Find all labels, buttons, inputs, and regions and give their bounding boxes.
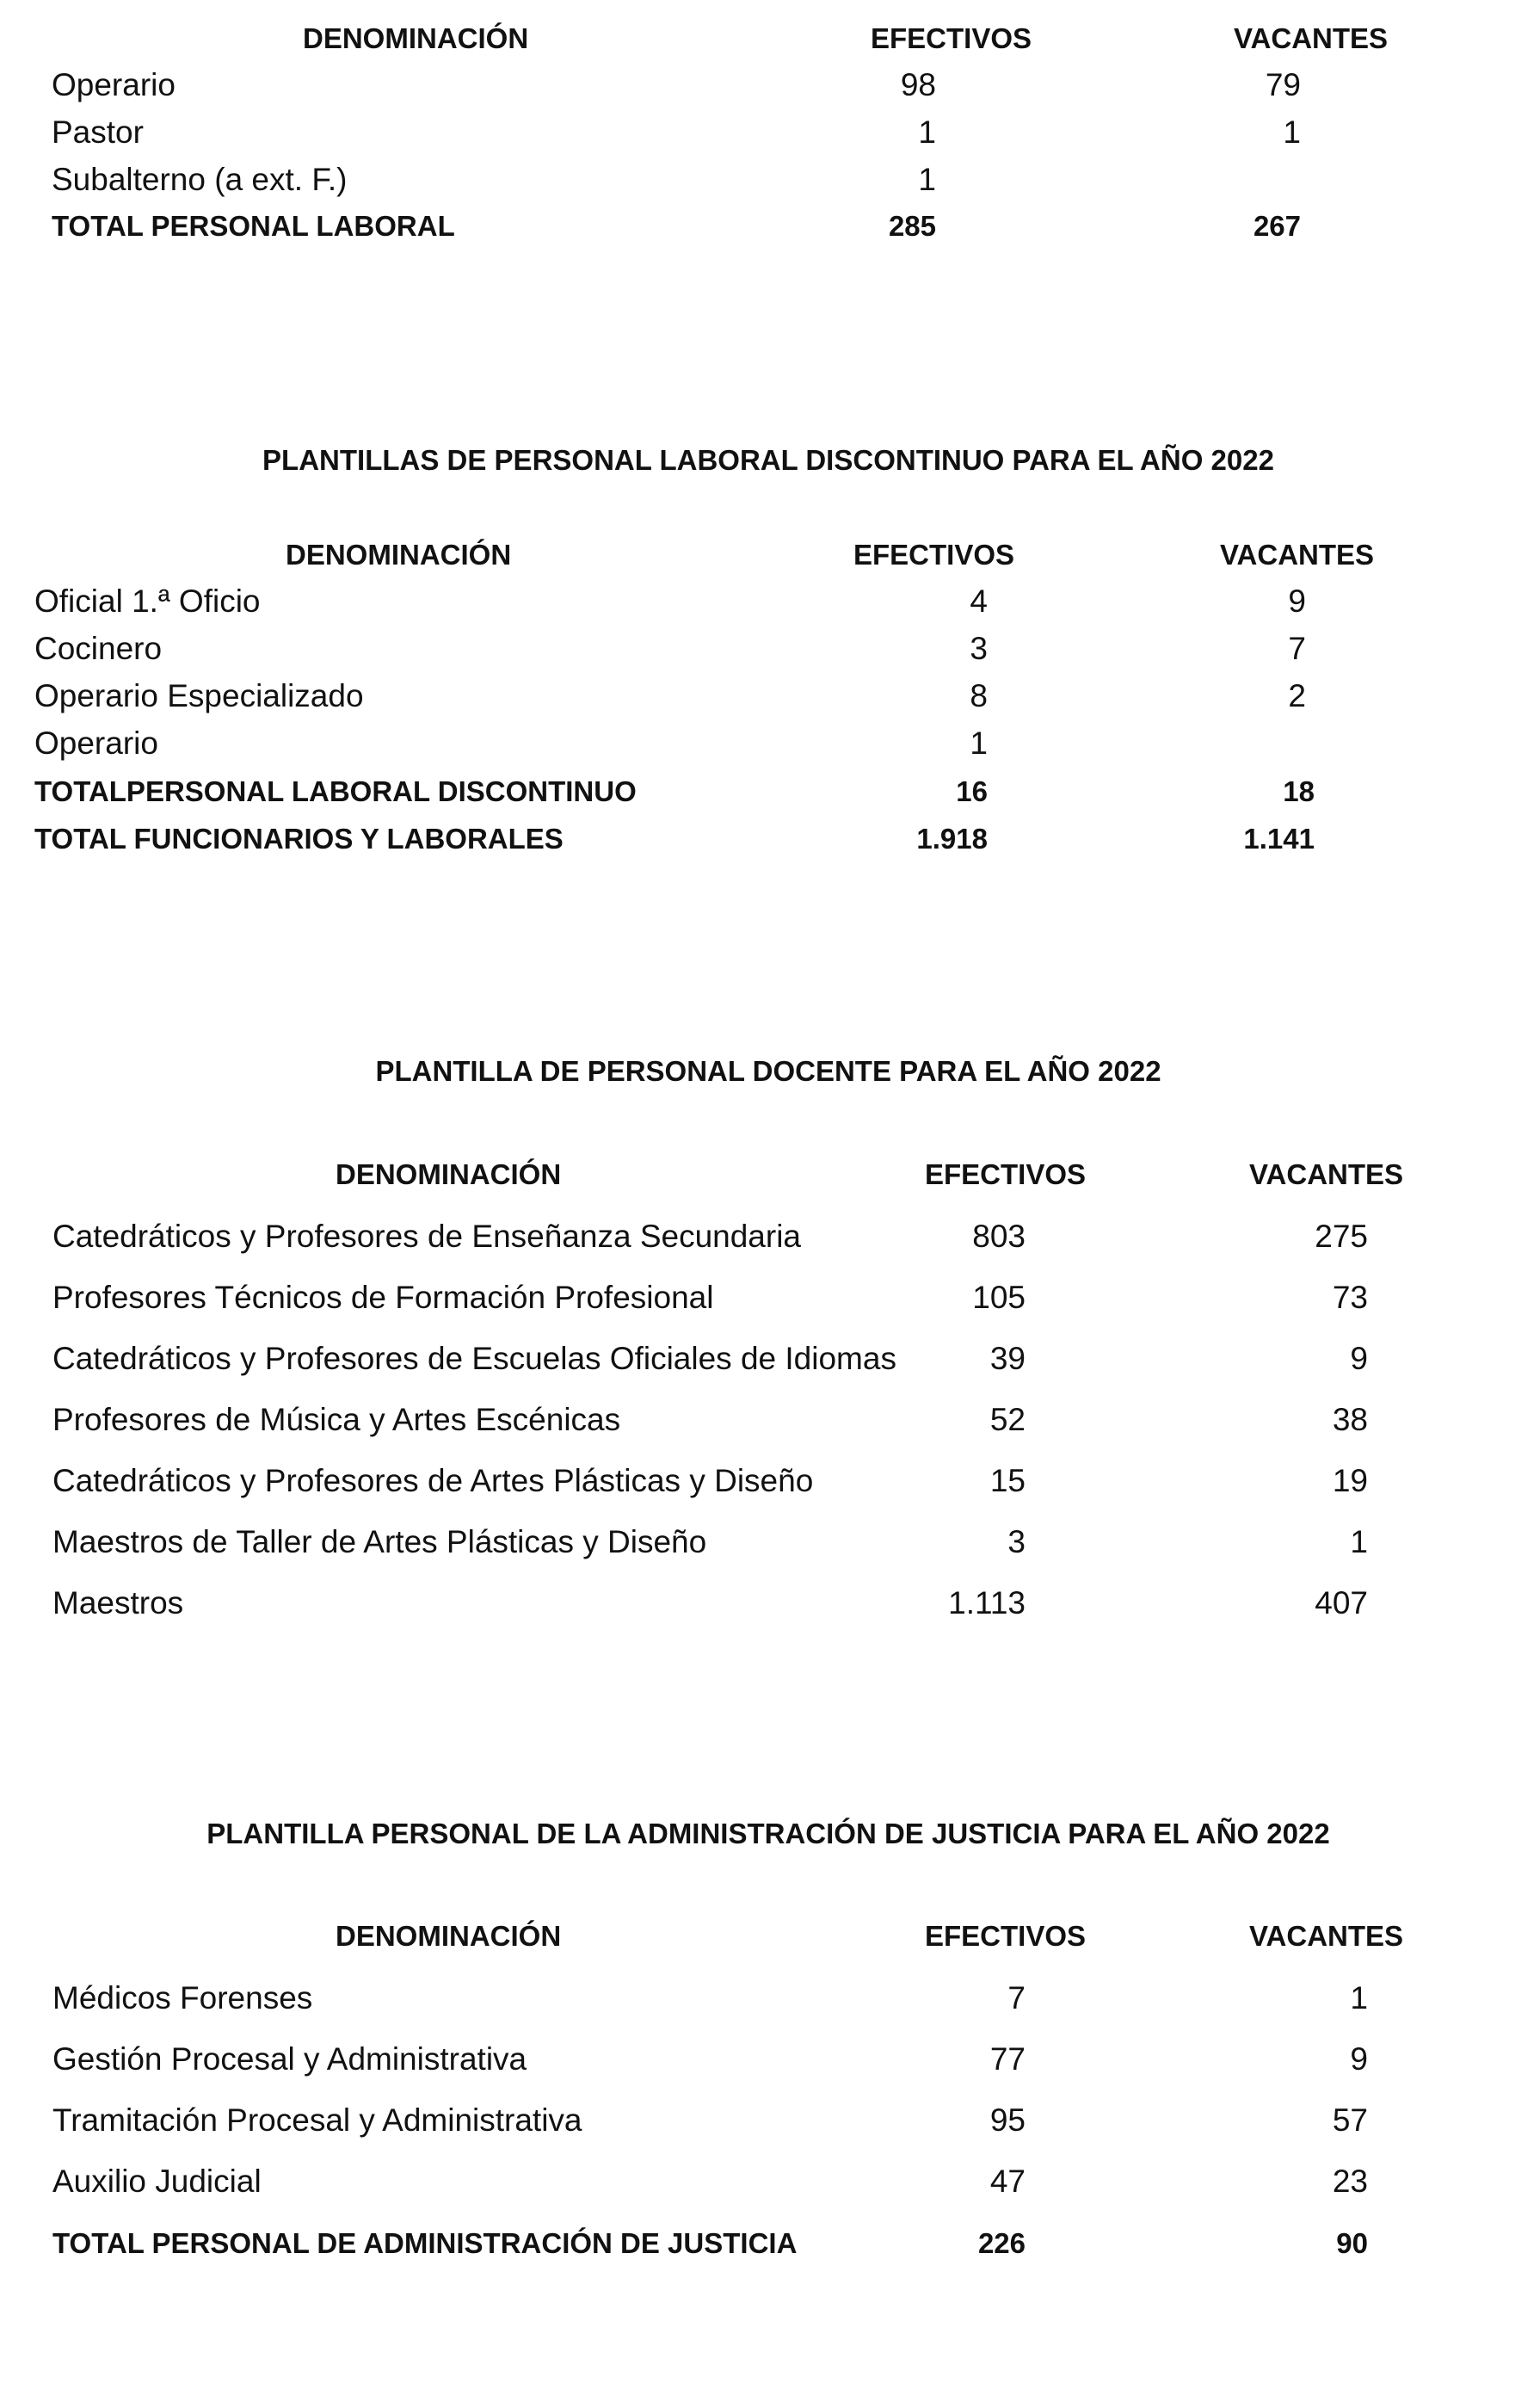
total-efectivos: 226 bbox=[977, 2227, 1026, 2259]
row-name: Gestión Procesal y Administrativa bbox=[52, 2041, 527, 2077]
row-vacantes: 79 bbox=[1265, 67, 1301, 102]
row-name: Pastor bbox=[52, 114, 144, 150]
total-name: TOTALPERSONAL LABORAL DISCONTINUO bbox=[34, 775, 637, 807]
row-vacantes: 9 bbox=[1288, 583, 1306, 619]
row-vacantes: 57 bbox=[1332, 2102, 1368, 2138]
header-denominacion: DENOMINACIÓN bbox=[303, 22, 529, 54]
row-name: Cocinero bbox=[34, 631, 163, 666]
row-vacantes: 1 bbox=[1350, 1524, 1368, 1559]
row-name: Catedráticos y Profesores de Artes Plásticas y Diseño bbox=[52, 1463, 814, 1498]
row-name: Operario Especializado bbox=[34, 678, 364, 713]
row-efectivos: 1 bbox=[970, 725, 988, 761]
row-vacantes: 73 bbox=[1332, 1280, 1368, 1315]
row-efectivos: 3 bbox=[970, 631, 988, 666]
row-name: Auxilio Judicial bbox=[52, 2164, 262, 2199]
total-name: TOTAL PERSONAL DE ADMINISTRACIÓN DE JUSTICIA bbox=[52, 2227, 798, 2259]
total-efectivos: 1.918 bbox=[916, 823, 988, 855]
row-efectivos: 98 bbox=[900, 67, 936, 102]
row-name: Profesores de Música y Artes Escénicas bbox=[52, 1402, 621, 1437]
row-name: Médicos Forenses bbox=[52, 1980, 313, 2016]
header-efectivos: EFECTIVOS bbox=[853, 539, 1015, 571]
row-efectivos: 15 bbox=[989, 1463, 1026, 1498]
row-name: Catedráticos y Profesores de Enseñanza Secundaria bbox=[52, 1219, 802, 1254]
row-vacantes: 2 bbox=[1288, 678, 1306, 713]
header-efectivos: EFECTIVOS bbox=[925, 1920, 1087, 1952]
row-efectivos: 7 bbox=[1007, 1980, 1026, 2016]
row-vacantes: 407 bbox=[1315, 1585, 1368, 1620]
row-efectivos: 47 bbox=[989, 2164, 1026, 2199]
total-vacantes: 267 bbox=[1253, 210, 1301, 242]
section-title: PLANTILLA PERSONAL DE LA ADMINISTRACIÓN DE JUSTICIA PARA EL AÑO 2022 bbox=[206, 1818, 1330, 1849]
header-efectivos: EFECTIVOS bbox=[871, 22, 1032, 54]
row-efectivos: 39 bbox=[989, 1341, 1026, 1376]
row-name: Profesores Técnicos de Formación Profesional bbox=[52, 1280, 714, 1315]
row-name: Operario bbox=[52, 67, 176, 102]
row-efectivos: 105 bbox=[972, 1280, 1026, 1315]
header-vacantes: VACANTES bbox=[1249, 1920, 1404, 1952]
row-efectivos: 803 bbox=[972, 1219, 1026, 1254]
row-vacantes: 1 bbox=[1283, 114, 1301, 150]
header-denominacion: DENOMINACIÓN bbox=[336, 1920, 562, 1952]
row-name: Subalterno (a ext. F.) bbox=[52, 162, 348, 197]
header-vacantes: VACANTES bbox=[1220, 539, 1375, 571]
total-efectivos: 16 bbox=[956, 775, 988, 807]
row-vacantes: 23 bbox=[1332, 2164, 1368, 2199]
section-title: PLANTILLAS DE PERSONAL LABORAL DISCONTINUO PARA EL AÑO 2022 bbox=[262, 444, 1274, 476]
row-name: Maestros de Taller de Artes Plásticas y Diseño bbox=[52, 1524, 707, 1559]
row-vacantes: 9 bbox=[1350, 1341, 1368, 1376]
row-efectivos: 8 bbox=[970, 678, 988, 713]
row-efectivos: 3 bbox=[1007, 1524, 1026, 1559]
row-name: Operario bbox=[34, 725, 158, 761]
row-efectivos: 95 bbox=[989, 2102, 1026, 2138]
total-vacantes: 90 bbox=[1336, 2227, 1368, 2259]
row-efectivos: 52 bbox=[989, 1402, 1026, 1437]
row-vacantes: 7 bbox=[1288, 631, 1306, 666]
total-vacantes: 1.141 bbox=[1243, 823, 1315, 855]
header-efectivos: EFECTIVOS bbox=[925, 1158, 1087, 1190]
header-denominacion: DENOMINACIÓN bbox=[336, 1158, 562, 1190]
header-vacantes: VACANTES bbox=[1234, 22, 1389, 54]
row-vacantes: 9 bbox=[1350, 2041, 1368, 2077]
row-efectivos: 4 bbox=[970, 583, 988, 619]
header-denominacion: DENOMINACIÓN bbox=[286, 539, 512, 571]
row-name: Oficial 1.ª Oficio bbox=[34, 583, 261, 619]
total-vacantes: 18 bbox=[1283, 775, 1315, 807]
row-vacantes: 1 bbox=[1350, 1980, 1368, 2016]
total-efectivos: 285 bbox=[888, 210, 936, 242]
row-name: Tramitación Procesal y Administrativa bbox=[52, 2102, 582, 2138]
row-name: Maestros bbox=[52, 1585, 184, 1620]
total-name: TOTAL FUNCIONARIOS Y LABORALES bbox=[34, 823, 564, 855]
row-name: Catedráticos y Profesores de Escuelas Oficiales de Idiomas bbox=[52, 1341, 896, 1376]
row-efectivos: 1.113 bbox=[948, 1585, 1026, 1620]
row-efectivos: 77 bbox=[989, 2041, 1026, 2077]
section-title: PLANTILLA DE PERSONAL DOCENTE PARA EL AÑO 2022 bbox=[375, 1055, 1161, 1087]
total-name: TOTAL PERSONAL LABORAL bbox=[52, 210, 455, 242]
row-vacantes: 19 bbox=[1332, 1463, 1368, 1498]
row-vacantes: 275 bbox=[1315, 1219, 1368, 1254]
row-vacantes: 38 bbox=[1332, 1402, 1368, 1437]
row-efectivos: 1 bbox=[918, 114, 936, 150]
row-efectivos: 1 bbox=[918, 162, 936, 197]
header-vacantes: VACANTES bbox=[1249, 1158, 1404, 1190]
